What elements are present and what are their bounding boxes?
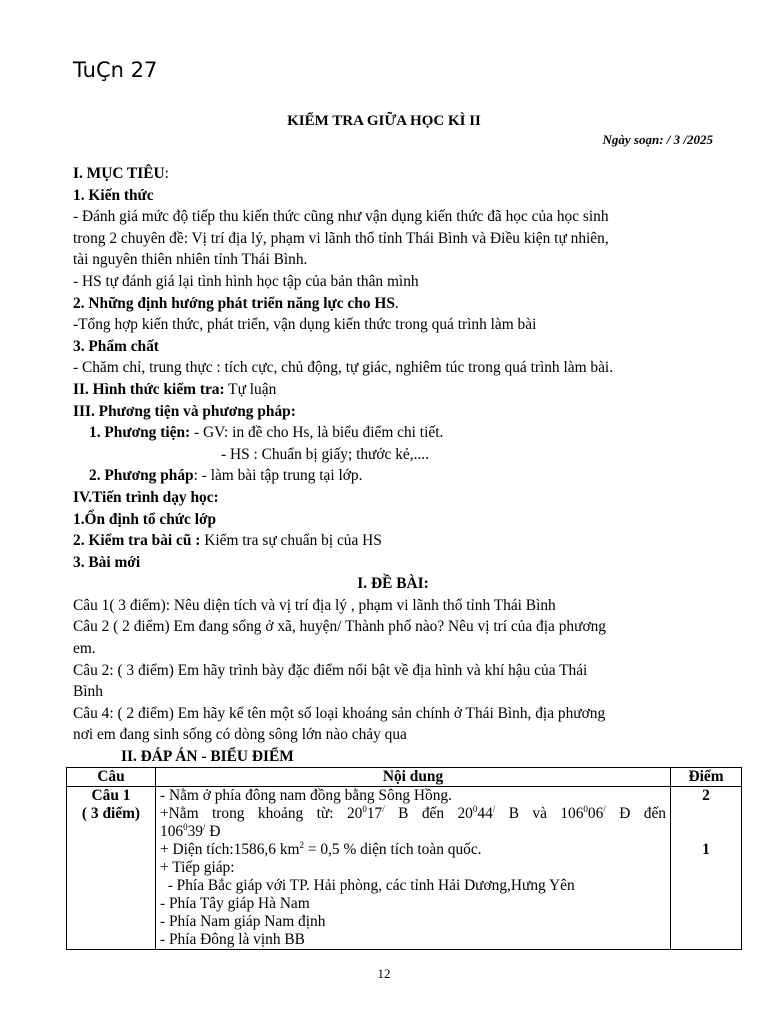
week-label: TuÇn 27 [73,58,158,82]
question-2-cont: em. [73,640,96,658]
score-cell [671,787,742,950]
content-line [160,841,666,859]
question-2: Câu 2 ( 2 điểm) Em đang sống ở xã, huyện/ Thành phố nào? Nêu vị trí của địa phương [73,618,606,636]
sup: 0 [583,803,588,814]
paragraph-line: trong 2 chuyên đề: Vị trí địa lý, phạm vi lãnh thổ tỉnh Thái Bình và Điều kiện tự nhiên, [73,229,609,247]
text: Đ đến [605,805,666,822]
score-value: 1 [702,841,710,858]
step-new-lesson: 3. Bài mới [73,553,141,571]
text: 44 [477,805,493,822]
section-means: III. Phương tiện và phương pháp: [73,402,296,420]
text: + Diện tích:1586,6 km [160,841,300,858]
page-title: KIỂM TRA GIỮA HỌC KÌ II [287,113,481,129]
sup: / [202,821,206,832]
score-spacer [675,805,737,841]
means-teacher: - GV: in đề cho Hs, là biểu điểm chi tiết. [190,424,444,442]
section-objectives [73,163,713,185]
subsection-heading: 2. Những định hướng phát triển năng lực cho HS [73,294,395,312]
section-process: IV.Tiến trình dạy học: [73,488,219,506]
means-label: 1. Phương tiện: [89,424,191,442]
step-label: 2. Kiểm tra bài cũ : [73,532,201,550]
text: Đ [205,823,221,840]
subsection-knowledge: 1. Kiến thức [73,186,154,204]
header-question: Câu [67,768,156,787]
content-line: - Phía Đông là vịnh BB [160,931,305,948]
heading-dot: . [394,294,399,312]
header-content: Nội dung [156,768,671,787]
method-line [73,465,713,487]
table-row [67,787,742,950]
method-label: 2. Phương pháp [89,467,194,485]
paragraph-line: -Tổng hợp kiến thức, phát triển, vận dụng kiến thức trong quá trình làm bài [73,316,537,334]
question-4-cont: nơi em đang sinh sống có dòng sông lớn nào chảy qua [73,726,407,744]
paragraph-line: - Chăm chỉ, trung thực : tích cực, chủ động, tự giác, nghiêm túc trong quá trình làm bài. [73,359,614,377]
content-cell [156,787,671,950]
text: B đến 20 [384,805,473,822]
sup: 0 [362,803,367,814]
content-line: - Phía Nam giáp Nam định [160,913,326,930]
section-value: Tự luận [224,380,277,398]
question-cell [67,787,156,950]
sup: 0 [183,821,188,832]
sup: 0 [472,803,478,814]
subsection-quality: 3. Phẩm chất [73,337,159,355]
answer-table [66,767,742,950]
prep-date: Ngày soạn: / 3 /2025 [602,132,713,147]
text: 106 [160,823,184,840]
step-check [73,530,713,552]
question-1: Câu 1( 3 điểm): Nêu diện tích và vị trí địa lý , phạm vi lãnh thổ tỉnh Thái Bình [73,596,556,614]
question-points: ( 3 điểm) [81,805,141,822]
question-4: Câu 4: ( 2 điểm) Em hãy kể tên một số loại khoáng sản chính ở Thái Bình, địa phương [73,704,606,722]
content-line: + Tiếp giáp: [160,859,235,876]
text: 17 [366,805,383,822]
content-line [160,823,666,841]
paragraph-line: - Đánh giá mức độ tiếp thu kiến thức cũng như vận dụng kiến thức đã học của học sinh [73,208,609,226]
exam-heading: I. ĐỀ BÀI: [357,575,429,593]
step-organize: 1.Ổn định tổ chức lớp [73,510,217,528]
paragraph-line: tài nguyên thiên nhiên tỉnh Thái Bình. [73,251,308,269]
method-value: : - làm bài tập trung tại lớp. [193,467,363,485]
score-value: 2 [702,787,710,804]
sup: / [603,803,606,814]
content-line: - Phía Tây giáp Hà Nam [160,895,310,912]
answer-heading: II. ĐÁP ÁN - BIỂU ĐIỂM [121,748,294,766]
question-number: Câu 1 [91,787,131,804]
page-number: 12 [377,966,391,981]
document-body [73,163,713,768]
section-format [73,379,713,401]
section-heading: II. Hình thức kiểm tra: [73,380,225,398]
section-heading: I. MỤC TIÊU [73,165,165,182]
content-line: - Phía Bắc giáp với TP. Hải phòng, các tỉnh Hải Dương,Hưng Yên [160,877,575,894]
question-3: Câu 2: ( 3 điểm) Em hãy trình bày đặc điểm nổi bật về địa hình và khí hậu của Thái [73,661,588,679]
content-line: - Nằm ở phía đông nam đồng bằng Sông Hồng. [160,787,452,804]
heading-colon: : [164,165,169,182]
paragraph-line: - HS tự đánh giá lại tình hình học tập của bản thân mình [73,272,419,290]
text: +Nằm trong khoảng từ: 20 [160,805,363,822]
step-value: Kiểm tra sự chuẩn bị của HS [200,532,382,550]
sup: 2 [299,839,304,850]
sup: / [492,803,496,814]
table-header-row [67,768,742,787]
question-3-cont: Bình [73,683,103,701]
subsection-competency [73,293,713,315]
sup: / [382,803,385,814]
header-score: Điểm [671,768,742,787]
means-line [73,422,713,444]
text: B và 106 [495,805,584,822]
text: 06 [587,805,604,822]
content-line [160,805,666,823]
means-student: - HS : Chuẩn bị giấy; thước kẻ,.... [221,445,429,463]
text: 39 [187,823,203,840]
text: = 0,5 % diện tích toàn quốc. [304,841,482,858]
